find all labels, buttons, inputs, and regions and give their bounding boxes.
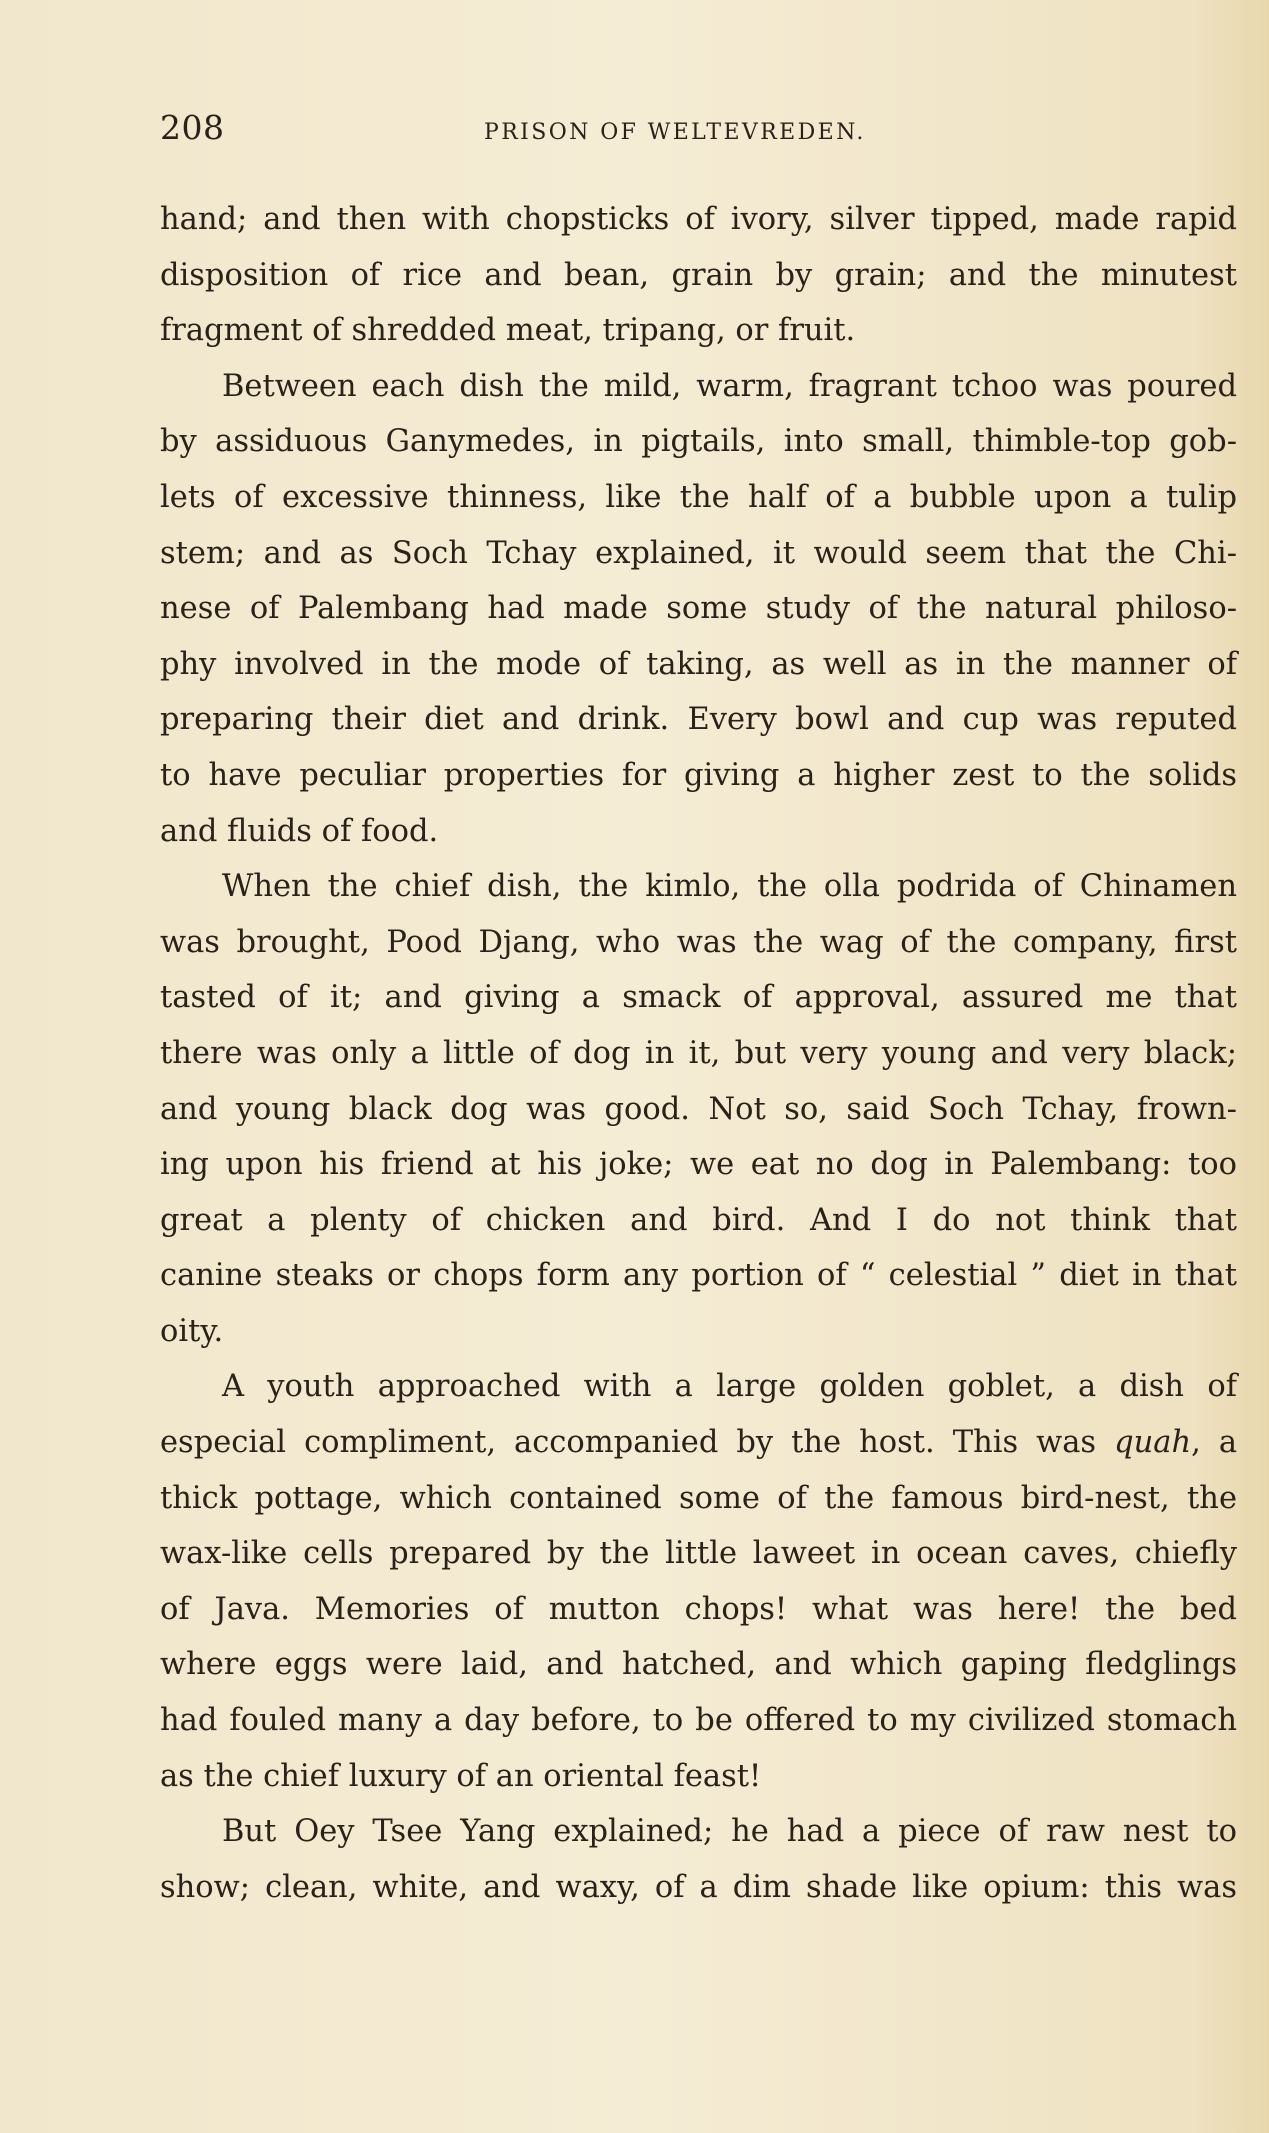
text-line: wax-like cells prepared by the little laweet in ocean caves, chiefly (160, 1536, 1237, 1572)
italic-word: quah (1114, 1425, 1192, 1461)
text-segment: especial compliment, accompanied by the host. This was (160, 1425, 1097, 1461)
text-line: of Java. Memories of mutton chops! what was here! the bed (160, 1591, 1237, 1627)
text-line: and fluids of food. (160, 813, 439, 849)
paragraph-start-line: When the chief dish, the kimlo, the olla podrida of Chinamen (222, 869, 1237, 905)
text-line: lets of excessive thinness, like the half of a bubble upon a tulip (160, 479, 1237, 515)
text-line: was brought, Pood Djang, who was the wag of the company, first (160, 924, 1237, 960)
text-line: by assiduous Ganymedes, in pigtails, into small, thimble-top gob- (160, 424, 1237, 460)
paragraph-start-line: A youth approached with a large golden goblet, a dish of (222, 1369, 1237, 1405)
text-line: canine steaks or chops form any portion of “ celestial ” diet in that (160, 1258, 1237, 1294)
text-line: thick pottage, which contained some of the famous bird-nest, the (160, 1480, 1237, 1516)
paragraph-start-line: Between each dish the mild, warm, fragrant tchoo was poured (222, 368, 1237, 404)
text-line: fragment of shredded meat, tripang, or fruit. (160, 313, 856, 349)
text-line: and young black dog was good. Not so, said Soch Tchay, frown- (160, 1091, 1237, 1127)
text-line: oity. (160, 1313, 224, 1349)
running-title: PRISON OF WELTEVREDEN. (484, 120, 866, 145)
text-line: there was only a little of dog in it, but very young and very black; (160, 1035, 1237, 1071)
page-header (160, 108, 1237, 152)
text-line: phy involved in the mode of taking, as well as in the manner of (160, 646, 1237, 682)
text-segment: , a (1191, 1425, 1238, 1461)
text-line (160, 1415, 1237, 1471)
text-line: disposition of rice and bean, grain by grain; and the minutest (160, 257, 1237, 293)
text-line: as the chief luxury of an oriental feast! (160, 1758, 762, 1794)
text-line: preparing their diet and drink. Every bowl and cup was reputed (160, 702, 1237, 738)
page-number: 208 (160, 108, 225, 147)
text-line: where eggs were laid, and hatched, and which gaping fledglings (160, 1647, 1237, 1683)
text-line: nese of Palembang had made some study of the natural philoso- (160, 591, 1237, 627)
paragraph-start-line: But Oey Tsee Yang explained; he had a piece of raw nest to (222, 1814, 1237, 1850)
text-line: ing upon his friend at his joke; we eat no dog in Palembang: too (160, 1147, 1237, 1183)
text-line: to have peculiar properties for giving a higher zest to the solids (160, 757, 1237, 793)
text-line: hand; and then with chopsticks of ivory, silver tipped, made rapid (160, 202, 1237, 237)
text-line: stem; and as Soch Tchay explained, it would seem that the Chi- (160, 535, 1237, 571)
body-text (160, 192, 1237, 1915)
text-line: great a plenty of chicken and bird. And I do not think that (160, 1202, 1237, 1238)
text-line: tasted of it; and giving a smack of approval, assured me that (160, 980, 1237, 1016)
text-line: show; clean, white, and waxy, of a dim shade like opium: this was (160, 1869, 1237, 1905)
text-line: had fouled many a day before, to be offered to my civilized stomach (160, 1703, 1237, 1739)
